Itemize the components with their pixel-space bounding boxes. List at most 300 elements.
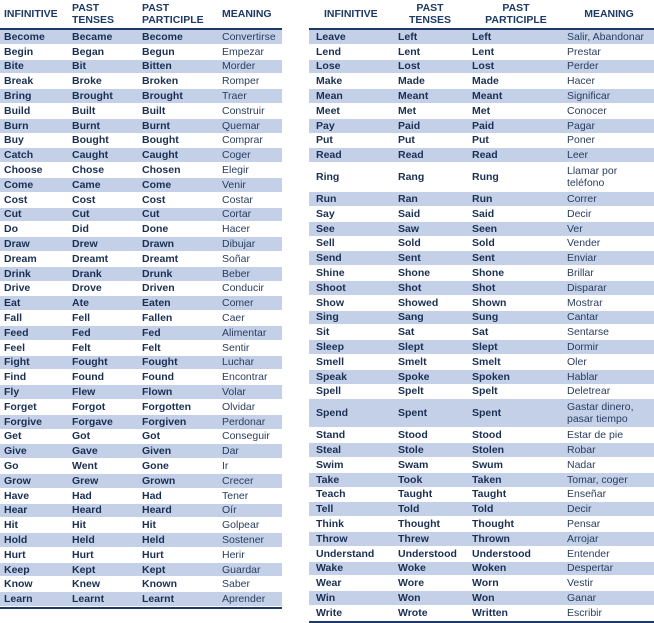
cell-meaning: Nadar — [567, 458, 596, 471]
cell-meaning: Prestar — [567, 45, 601, 58]
cell-past-tense: Chose — [72, 164, 105, 177]
cell-infinitive: Cost — [4, 193, 28, 206]
cell-past-participle: Shot — [472, 281, 496, 294]
table-row — [309, 502, 654, 517]
cell-past-participle: Cut — [142, 208, 160, 221]
cell-meaning: Gastar dinero, pasar tiempo — [567, 401, 634, 426]
table-row — [309, 399, 654, 428]
cell-past-tense: Drove — [72, 282, 102, 295]
cell-meaning: Perdonar — [222, 415, 266, 428]
cell-past-participle: Hurt — [142, 548, 164, 561]
cell-past-participle: Known — [142, 578, 177, 591]
cell-past-tense: Sold — [398, 237, 421, 250]
cell-infinitive: Fight — [4, 356, 30, 369]
cell-past-tense: Did — [72, 223, 89, 236]
table-row — [0, 311, 282, 326]
cell-past-participle: Drunk — [142, 267, 173, 280]
cell-meaning: Luchar — [222, 356, 255, 369]
cell-past-participle: Bitten — [142, 60, 172, 73]
table-row — [309, 134, 654, 149]
cell-meaning: Cantar — [567, 311, 599, 324]
cell-infinitive: Say — [316, 207, 335, 220]
cell-meaning: Soñar — [222, 252, 251, 265]
cell-meaning: Coger — [222, 149, 251, 162]
cell-past-participle: Done — [142, 223, 169, 236]
cell-infinitive: Catch — [4, 149, 34, 162]
cell-past-tense: Hit — [72, 519, 86, 532]
cell-past-participle: Burnt — [142, 119, 170, 132]
verb-table-left — [0, 0, 282, 607]
table-row — [309, 207, 654, 222]
table-row — [309, 547, 654, 562]
cell-infinitive: Sell — [316, 237, 335, 250]
cell-past-tense: Swam — [398, 458, 429, 471]
table-row — [309, 163, 654, 192]
cell-past-participle: Run — [472, 193, 493, 206]
table-row — [0, 400, 282, 415]
table-header-left — [0, 0, 282, 30]
cell-past-tense: Thought — [398, 518, 440, 530]
cell-meaning: Hacer — [222, 223, 251, 236]
table-row — [0, 148, 282, 163]
cell-meaning: Guardar — [222, 563, 261, 576]
cell-meaning: Hablar — [567, 370, 598, 383]
cell-infinitive: Keep — [4, 563, 30, 576]
table-row — [0, 474, 282, 489]
table-row — [309, 237, 654, 252]
header-past-participle-line2: PARTICIPLE — [142, 14, 204, 26]
cell-past-tense: Came — [72, 178, 101, 191]
cell-meaning: Encontrar — [222, 371, 268, 384]
cell-infinitive: Do — [4, 223, 18, 236]
cell-meaning: Poner — [567, 134, 596, 147]
table-row — [0, 45, 282, 60]
cell-past-participle: Read — [472, 149, 498, 162]
cell-past-participle: Taken — [472, 473, 502, 486]
cell-past-tense: Drank — [72, 267, 102, 280]
cell-meaning: Tener — [222, 489, 249, 502]
table-row — [0, 30, 282, 45]
cell-infinitive: Bite — [4, 60, 24, 73]
table-row — [0, 548, 282, 563]
cell-past-participle: Fought — [142, 356, 178, 369]
cell-infinitive: Steal — [316, 444, 342, 457]
cell-past-participle: Worn — [472, 577, 499, 590]
cell-infinitive: Hold — [4, 533, 28, 546]
cell-past-participle: Caught — [142, 149, 179, 162]
cell-infinitive: Begin — [4, 45, 34, 58]
cell-infinitive: Read — [316, 149, 342, 162]
cell-past-participle: Rung — [472, 171, 499, 184]
cell-past-participle: Left — [472, 30, 492, 43]
table-row — [0, 444, 282, 459]
cell-meaning: Elegir — [222, 164, 249, 177]
cell-past-tense: Bought — [72, 134, 109, 147]
cell-infinitive: Win — [316, 591, 336, 604]
cell-meaning: Escribir — [567, 606, 603, 619]
cell-past-participle: Smelt — [472, 355, 501, 368]
cell-past-tense: Drew — [72, 238, 98, 251]
cell-meaning: Volar — [222, 386, 246, 399]
cell-meaning: Conducir — [222, 282, 265, 295]
table-row — [309, 74, 654, 89]
cell-past-participle: Sat — [472, 326, 489, 339]
cell-past-tense: Stood — [398, 429, 428, 442]
cell-infinitive: Sit — [316, 326, 330, 339]
cell-past-tense: Ate — [72, 297, 89, 310]
cell-meaning: Comer — [222, 297, 254, 310]
table-row — [309, 222, 654, 237]
cell-meaning: Venir — [222, 178, 246, 191]
cell-meaning: Ver — [567, 222, 583, 235]
cell-past-participle: Cost — [142, 193, 166, 206]
cell-infinitive: Lose — [316, 60, 341, 73]
cell-infinitive: Hurt — [4, 548, 26, 561]
cell-meaning: Correr — [567, 193, 597, 206]
cell-past-tense: Slept — [398, 341, 424, 354]
table-row — [0, 237, 282, 252]
cell-past-participle: Made — [472, 75, 499, 88]
cell-meaning: Traer — [222, 90, 247, 103]
cell-past-participle: Dreamt — [142, 252, 179, 265]
table-row — [0, 134, 282, 149]
cell-past-tense: Cut — [72, 208, 90, 221]
cell-infinitive: Bring — [4, 90, 32, 103]
cell-past-participle: Chosen — [142, 164, 181, 177]
cell-past-participle: Given — [142, 445, 172, 458]
table-row — [309, 488, 654, 503]
cell-meaning: Oír — [222, 504, 237, 517]
cell-past-participle: Written — [472, 606, 508, 619]
cell-past-tense: Felt — [72, 341, 91, 354]
cell-meaning: Pensar — [567, 518, 601, 530]
header-past-participle-line1: PAST — [142, 2, 170, 14]
cell-past-tense: Lost — [398, 60, 421, 73]
table-row — [0, 222, 282, 237]
table-row — [309, 443, 654, 458]
cell-past-participle: Shown — [472, 296, 507, 309]
cell-meaning: Dibujar — [222, 238, 256, 251]
cell-meaning: Crecer — [222, 474, 254, 487]
cell-meaning: Dar — [222, 445, 239, 458]
cell-past-participle: Woken — [472, 562, 507, 575]
table-row — [0, 296, 282, 311]
cell-infinitive: Leave — [316, 30, 346, 43]
header-meaning: MEANING — [222, 8, 272, 20]
cell-past-participle: Kept — [142, 563, 166, 576]
cell-past-participle: Won — [472, 591, 495, 604]
table-row — [0, 89, 282, 104]
cell-infinitive: Forgive — [4, 415, 42, 428]
cell-past-participle: Stolen — [472, 444, 505, 457]
cell-infinitive: Choose — [4, 164, 43, 177]
cell-past-tense: Built — [72, 104, 96, 117]
cell-meaning: Deletrear — [567, 385, 611, 398]
cell-past-participle: Heard — [142, 504, 172, 517]
cell-past-tense: Rang — [398, 171, 425, 184]
cell-past-participle: Flown — [142, 386, 173, 399]
cell-past-tense: Taught — [398, 488, 433, 501]
cell-infinitive: Cut — [4, 208, 22, 221]
cell-meaning: Leer — [567, 149, 589, 162]
cell-past-participle: Bought — [142, 134, 179, 147]
cell-infinitive: Meet — [316, 104, 340, 117]
cell-past-tense: Put — [398, 134, 415, 147]
cell-meaning: Vender — [567, 237, 601, 250]
cell-infinitive: Build — [4, 104, 31, 117]
cell-past-participle: Gone — [142, 460, 169, 472]
cell-past-participle: Brought — [142, 90, 183, 103]
cell-past-tense: Burnt — [72, 119, 100, 132]
table-bottom-rule-left — [0, 607, 282, 609]
cell-meaning: Sentir — [222, 341, 250, 354]
cell-infinitive: Put — [316, 134, 333, 147]
cell-meaning: Olvidar — [222, 400, 256, 413]
table-row — [309, 89, 654, 104]
cell-past-tense: Wrote — [398, 606, 428, 619]
header-past-tenses-line1: PAST — [416, 2, 444, 14]
table-body-left — [0, 30, 282, 607]
cell-meaning: Saber — [222, 578, 251, 591]
cell-infinitive: Fly — [4, 386, 20, 399]
cell-infinitive: Wake — [316, 562, 344, 575]
table-row — [309, 458, 654, 473]
table-row — [0, 104, 282, 119]
cell-infinitive: Learn — [4, 593, 33, 606]
table-row — [0, 430, 282, 445]
cell-infinitive: Tell — [316, 503, 334, 516]
cell-meaning: Convertirse — [222, 30, 276, 43]
cell-infinitive: Throw — [316, 532, 348, 545]
cell-meaning: Sentarse — [567, 326, 610, 339]
cell-infinitive: Get — [4, 430, 22, 443]
header-past-participle-line2: PARTICIPLE — [485, 14, 547, 26]
cell-meaning: Romper — [222, 75, 260, 88]
cell-past-tense: Stole — [398, 444, 424, 457]
header-meaning: MEANING — [584, 8, 634, 20]
cell-meaning: Salir, Abandonar — [567, 30, 645, 43]
table-row — [0, 504, 282, 519]
cell-infinitive: Grow — [4, 474, 31, 487]
cell-infinitive: Burn — [4, 119, 29, 132]
cell-past-tense: Began — [72, 45, 105, 58]
table-row — [309, 340, 654, 355]
cell-meaning: Perder — [567, 60, 599, 73]
table-row — [0, 370, 282, 385]
cell-meaning: Quemar — [222, 119, 260, 132]
cell-past-tense: Heard — [72, 504, 102, 517]
cell-past-participle: Drawn — [142, 238, 175, 251]
cell-past-participle: Spelt — [472, 385, 498, 398]
table-row — [0, 163, 282, 178]
cell-past-participle: Forgotten — [142, 400, 191, 413]
cell-infinitive: Break — [4, 75, 34, 88]
table-row — [0, 252, 282, 267]
cell-infinitive: Go — [4, 460, 19, 472]
cell-past-tense: Shot — [398, 281, 422, 294]
cell-meaning: Tomar, coger — [567, 473, 628, 486]
cell-past-tense: Met — [398, 104, 417, 117]
cell-past-participle: Sung — [472, 311, 499, 324]
cell-infinitive: Shoot — [316, 281, 346, 294]
cell-infinitive: Speak — [316, 370, 347, 383]
cell-past-participle: Sent — [472, 252, 495, 265]
cell-past-participle: Forgiven — [142, 415, 187, 428]
cell-meaning: Enseñar — [567, 488, 607, 501]
cell-past-tense: Brought — [72, 90, 113, 103]
cell-past-tense: Sang — [398, 311, 424, 324]
table-row — [309, 370, 654, 385]
table-row — [0, 385, 282, 400]
cell-meaning: Vestir — [567, 577, 594, 590]
cell-infinitive: Wear — [316, 577, 342, 590]
cell-past-participle: Stood — [472, 429, 502, 442]
cell-past-tense: Said — [398, 207, 421, 220]
cell-infinitive: Fall — [4, 312, 23, 325]
cell-past-participle: Seen — [472, 222, 498, 235]
cell-past-tense: Went — [72, 460, 98, 472]
cell-past-participle: Driven — [142, 282, 175, 295]
cell-past-tense: Saw — [398, 222, 420, 235]
cell-meaning: Despertar — [567, 562, 614, 575]
table-row — [309, 591, 654, 606]
cell-past-tense: Wore — [398, 577, 425, 590]
cell-past-participle: Found — [142, 371, 175, 384]
cell-past-tense: Understood — [398, 547, 457, 560]
cell-past-participle: Understood — [472, 547, 531, 560]
cell-past-tense: Meant — [398, 90, 429, 103]
cell-past-tense: Shone — [398, 267, 431, 280]
cell-infinitive: Write — [316, 606, 343, 619]
table-row — [309, 119, 654, 134]
cell-past-tense: Became — [72, 30, 113, 43]
cell-past-participle: Lent — [472, 45, 495, 58]
header-past-tenses — [395, 0, 465, 28]
cell-past-participle: Fallen — [142, 312, 173, 325]
cell-past-tense: Forgave — [72, 415, 113, 428]
table-row — [309, 251, 654, 266]
cell-infinitive: Draw — [4, 238, 30, 251]
table-row — [0, 577, 282, 592]
cell-past-participle: Thrown — [472, 532, 510, 545]
table-row — [0, 459, 282, 474]
table-row — [309, 355, 654, 370]
cell-infinitive: Mean — [316, 90, 343, 103]
cell-past-participle: Hit — [142, 519, 156, 532]
cell-meaning: Arrojar — [567, 532, 599, 545]
cell-infinitive: Drive — [4, 282, 31, 295]
cell-past-participle: Lost — [472, 60, 495, 73]
cell-infinitive: Come — [4, 178, 34, 191]
cell-infinitive: Find — [4, 371, 27, 384]
cell-past-participle: Come — [142, 178, 172, 191]
table-row — [0, 178, 282, 193]
cell-meaning: Cortar — [222, 208, 252, 221]
table-row — [0, 518, 282, 533]
cell-past-tense: Found — [72, 371, 105, 384]
table-row — [309, 30, 654, 45]
cell-past-participle: Held — [142, 533, 165, 546]
cell-past-tense: Hurt — [72, 548, 94, 561]
table-row — [0, 119, 282, 134]
table-row — [0, 60, 282, 75]
cell-past-participle: Begun — [142, 45, 175, 58]
cell-past-tense: Had — [72, 489, 92, 502]
cell-meaning: Sostener — [222, 533, 265, 546]
cell-meaning: Enviar — [567, 252, 597, 265]
cell-infinitive: Become — [4, 30, 45, 43]
table-row — [0, 592, 282, 607]
table-row — [309, 311, 654, 326]
cell-infinitive: Buy — [4, 134, 24, 147]
cell-past-participle: Eaten — [142, 297, 171, 310]
cell-infinitive: Spend — [316, 407, 349, 420]
cell-infinitive: Give — [4, 445, 27, 458]
cell-meaning: Conseguir — [222, 430, 270, 443]
cell-past-participle: Meant — [472, 90, 503, 103]
table-row — [0, 533, 282, 548]
cell-meaning: Ganar — [567, 591, 597, 604]
cell-meaning: Disparar — [567, 281, 607, 294]
cell-past-participle: Slept — [472, 341, 498, 354]
cell-past-tense: Got — [72, 430, 91, 443]
cell-infinitive: Think — [316, 518, 344, 530]
cell-past-participle: Become — [142, 30, 183, 43]
cell-past-participle: Thought — [472, 518, 514, 530]
cell-past-tense: Dreamt — [72, 252, 109, 265]
cell-infinitive: Take — [316, 473, 340, 486]
cell-meaning: Beber — [222, 267, 251, 280]
cell-meaning: Construir — [222, 104, 265, 117]
cell-meaning: Entender — [567, 547, 610, 560]
cell-past-participle: Fed — [142, 326, 161, 339]
cell-infinitive: Run — [316, 193, 337, 206]
cell-infinitive: Dream — [4, 252, 37, 265]
table-row — [309, 281, 654, 296]
cell-past-tense: Kept — [72, 563, 96, 576]
cell-past-tense: Left — [398, 30, 418, 43]
cell-infinitive: Hear — [4, 504, 28, 517]
table-row — [309, 45, 654, 60]
cell-past-tense: Knew — [72, 578, 101, 591]
cell-past-tense: Flew — [72, 386, 96, 399]
cell-infinitive: Know — [4, 578, 33, 591]
cell-past-participle: Met — [472, 104, 491, 117]
cell-infinitive: Drink — [4, 267, 31, 280]
cell-past-participle: Put — [472, 134, 489, 147]
cell-past-tense: Smelt — [398, 355, 427, 368]
verb-table-right — [309, 0, 654, 621]
cell-past-tense: Learnt — [72, 593, 105, 606]
cell-meaning: Llamar por teléfono — [567, 165, 618, 190]
cell-past-tense: Threw — [398, 532, 429, 545]
cell-past-participle: Sold — [472, 237, 495, 250]
cell-infinitive: Eat — [4, 297, 21, 310]
cell-infinitive: Smell — [316, 355, 345, 368]
cell-past-participle: Broken — [142, 75, 179, 88]
table-row — [0, 267, 282, 282]
cell-past-tense: Woke — [398, 562, 426, 575]
header-past-participle — [142, 0, 218, 28]
cell-meaning: Golpear — [222, 519, 260, 532]
table-row — [0, 341, 282, 356]
cell-past-participle: Swum — [472, 458, 503, 471]
cell-past-tense: Spent — [398, 407, 428, 420]
cell-meaning: Aprender — [222, 593, 266, 606]
cell-infinitive: Send — [316, 252, 342, 265]
cell-past-participle: Got — [142, 430, 161, 443]
cell-past-tense: Ran — [398, 193, 418, 206]
